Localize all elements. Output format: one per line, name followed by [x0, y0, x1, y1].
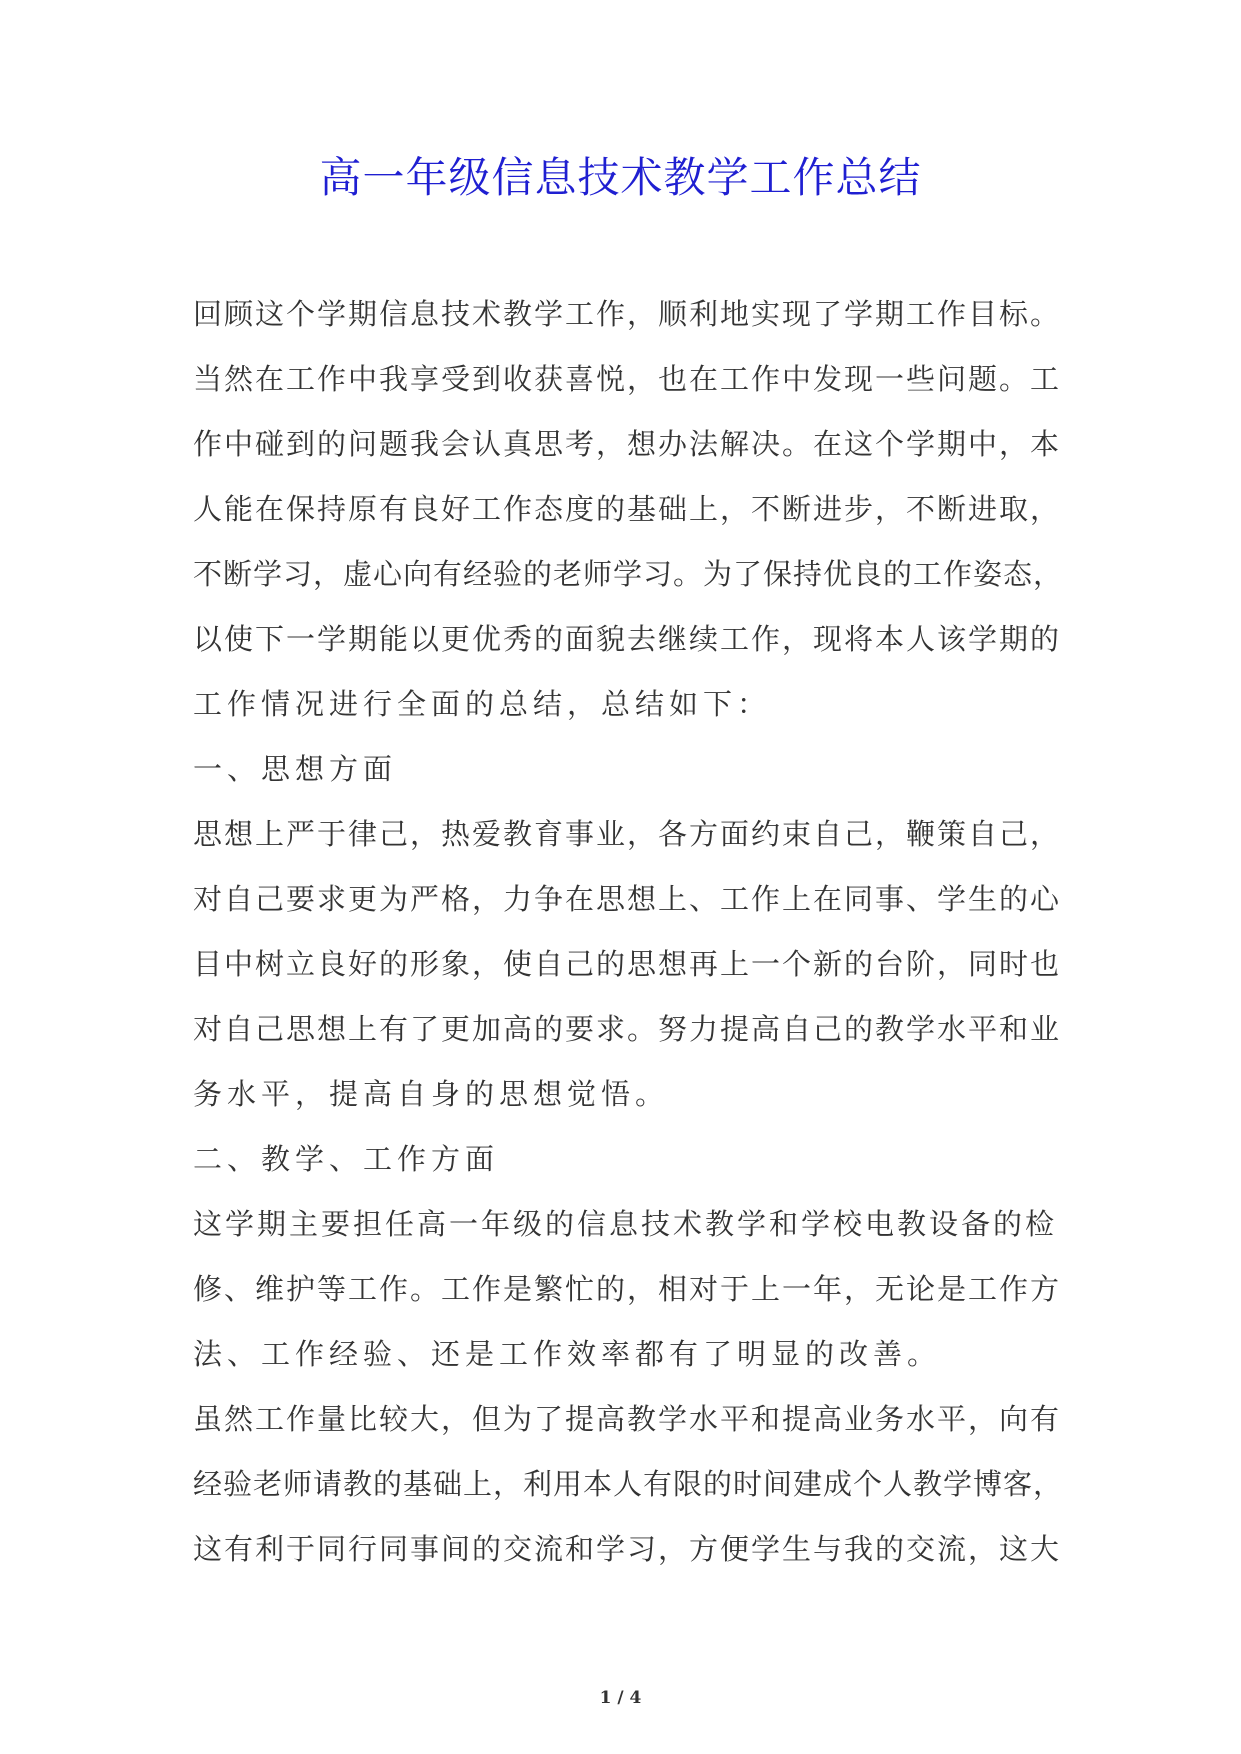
- body-line: 当然在工作中我享受到收获喜悦，也在工作中发现一些问题。工: [193, 362, 1062, 396]
- body-line: 这有利于同行同事间的交流和学习，方便学生与我的交流，这大: [193, 1532, 1062, 1566]
- body-line: 修、维护等工作。工作是繁忙的，相对于上一年，无论是工作方: [193, 1272, 1062, 1306]
- document-title: 高一年级信息技术教学工作总结: [319, 153, 922, 202]
- section-heading: 二、教学、工作方面: [193, 1142, 500, 1176]
- body-line: 务水平，提高自身的思想觉悟。: [193, 1077, 670, 1111]
- body-line: 法、工作经验、还是工作效率都有了明显的改善。: [193, 1337, 942, 1371]
- body-line: 工作情况进行全面的总结，总结如下：: [193, 687, 772, 721]
- body-line: 对自己要求更为严格，力争在思想上、工作上在同事、学生的心: [193, 882, 1062, 916]
- body-line: 虽然工作量比较大，但为了提高教学水平和提高业务水平，向有: [193, 1402, 1062, 1436]
- body-line: 回顾这个学期信息技术教学工作，顺利地实现了学期工作目标。: [193, 297, 1062, 331]
- body-line: 对自己思想上有了更加高的要求。努力提高自己的教学水平和业: [193, 1012, 1062, 1046]
- document-body: [193, 282, 1063, 1582]
- page-number: 1 / 4: [599, 1688, 642, 1708]
- body-line: 目中树立良好的形象，使自己的思想再上一个新的台阶，同时也: [193, 947, 1062, 981]
- body-line: 这学期主要担任高一年级的信息技术教学和学校电教设备的检: [193, 1207, 1058, 1241]
- section-heading: 一、思想方面: [193, 752, 398, 786]
- body-line: 思想上严于律己，热爱教育事业，各方面约束自己，鞭策自己，: [193, 817, 1062, 851]
- body-line: 以使下一学期能以更优秀的面貌去继续工作，现将本人该学期的: [193, 622, 1062, 656]
- body-line: 人能在保持原有良好工作态度的基础上，不断进步，不断进取，: [193, 492, 1062, 526]
- body-line: 经验老师请教的基础上，利用本人有限的时间建成个人教学博客，: [193, 1467, 1063, 1501]
- body-line: 作中碰到的问题我会认真思考，想办法解决。在这个学期中，本: [193, 427, 1062, 461]
- body-line: 不断学习，虚心向有经验的老师学习。为了保持优良的工作姿态，: [193, 557, 1063, 591]
